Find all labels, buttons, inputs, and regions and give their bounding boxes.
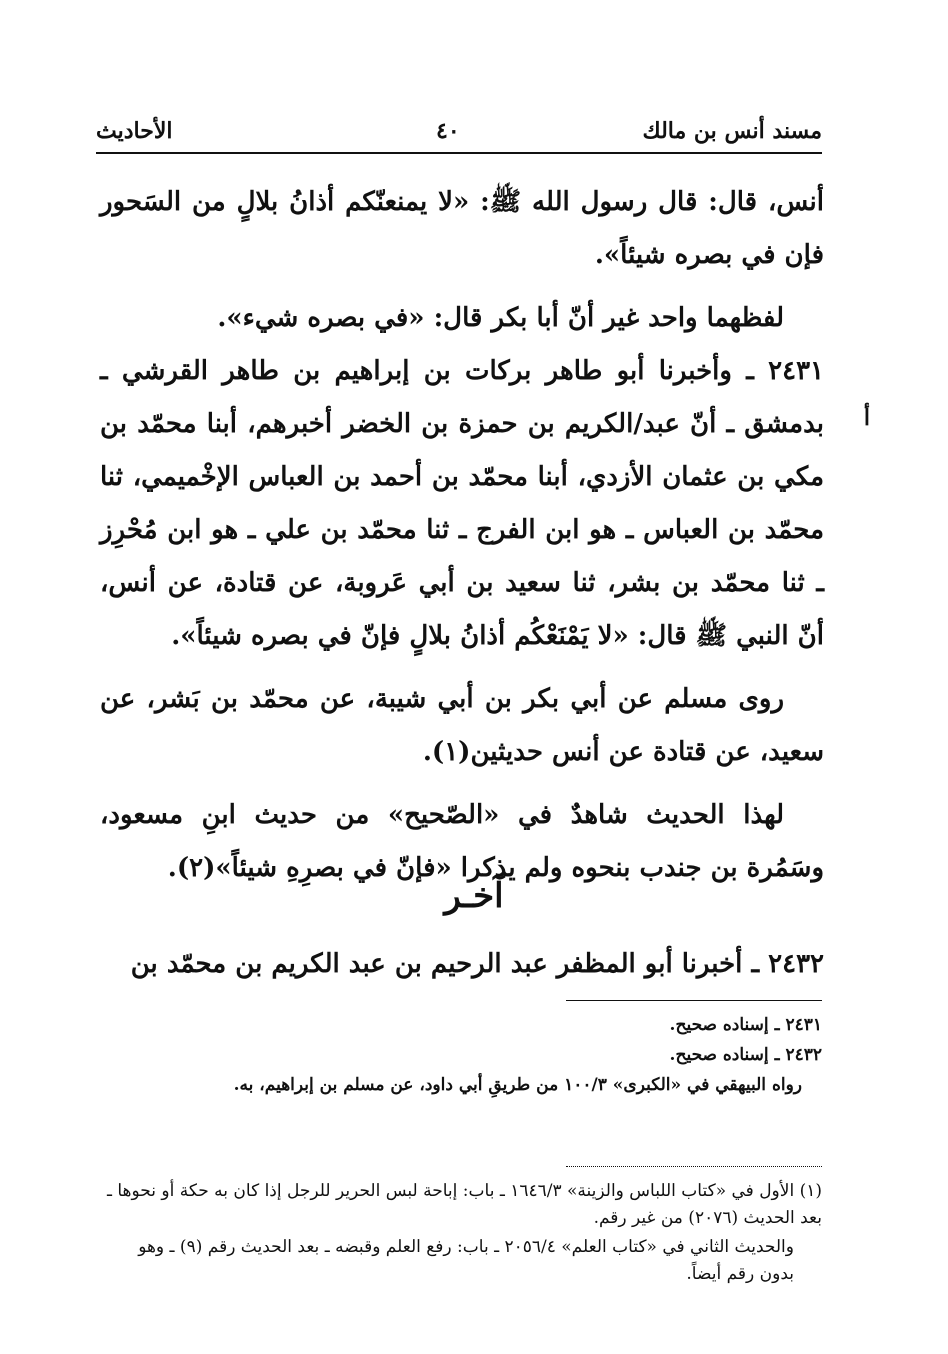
- section-name: الأحاديث: [96, 118, 173, 144]
- book-title: مسند أنس بن مالك: [642, 118, 822, 144]
- hadith-number: ٢٤٣٢: [768, 949, 824, 979]
- page-header: [96, 112, 822, 152]
- hadith-2432: [100, 938, 824, 991]
- note-2432-detail: رواه البيهقي في «الكبرى» ١٠٠/٣ من طريقِ أبي داود، عن مسلم بن إبراهيم، به.: [233, 1075, 802, 1095]
- hadith-2431: [100, 345, 824, 663]
- note-2431: ٢٤٣١ ـ إسناده صحيح.: [669, 1015, 822, 1035]
- paragraph-2: لفظهما واحد غير أنّ أبا بكر قال: «في بصره شيء».: [217, 303, 784, 333]
- paragraph-4: لهذا الحديث شاهدٌ في «الصّحيح» من حديث ابنِ مسعود، وسَمُرة بن جندب بنحوه ولم يذكرا «فإنّ في بصرِهِ شيئاً»(٢).: [100, 800, 824, 883]
- hadith-text: ـ أخبرنا أبو المظفر عبد الرحيم بن عبد الكريم بن محمّد بن: [130, 949, 760, 979]
- note-2432: ٢٤٣٢ ـ إسناده صحيح.: [669, 1045, 822, 1065]
- main-text: [100, 176, 824, 895]
- page-number: ٤٠: [436, 118, 460, 144]
- takhrij-notes: [104, 1010, 822, 1100]
- section-title: آخـر: [444, 876, 504, 916]
- footnote-1-continued: والحديث الثاني في «كتاب العلم» ٢٠٥٦/٤ ـ باب: رفع العلم وقبضه ـ بعد الحديث رقم (٩) ـ وهو بدون رقم أيضاً.: [138, 1237, 794, 1284]
- footnotes: [104, 1178, 822, 1290]
- hadith-text: ـ وأخبرنا أبو طاهر بركات بن إبراهيم بن طاهر القرشي ـ بدمشق ـ أنّ عبد/الكريم بن حمزة بن الخضر أخبرهم، أبنا محمّد بن مكي بن عثمان الأزدي، أبنا محمّد بن أحمد بن العباس الإخْميمي، ثنا محمّد بن العباس ـ هو ابن الفرج ـ ثنا محمّد بن علي ـ هو ابن مُحْرِز ـ ثنا محمّد بن بشر، ثنا سعيد بن أبي عَروبة، عن قتادة، عن أنس، أنّ النبي ﷺ قال: «لا يَمْنَعْكُم أذانُ بلالٍ فإنّ في بصره شيئاً».: [100, 356, 824, 651]
- footnote-1: (١) الأول في «كتاب اللباس والزينة» ١٦٤٦/٣ ـ باب: إباحة لبس الحرير للرجل إذا كان به حكة أو نحوها ـ بعد الحديث (٢٠٧٦) من غير رقم.: [106, 1181, 822, 1228]
- paragraph-1: أنس، قال: قال رسول الله ﷺ: «لا يمنعنّكم أذانُ بلالٍ من السَحور فإن في بصره شيئاً».: [100, 187, 824, 270]
- hadith-number: ٢٤٣١: [768, 356, 824, 386]
- footnotes-divider: [566, 1166, 822, 1167]
- margin-marker: أ: [863, 405, 870, 431]
- header-divider: [96, 152, 822, 154]
- paragraph-3: روى مسلم عن أبي بكر بن أبي شيبة، عن محمّد بن بَشر، عن سعيد، عن قتادة عن أنس حديثين(١).: [100, 684, 824, 767]
- notes-divider: [566, 1000, 822, 1001]
